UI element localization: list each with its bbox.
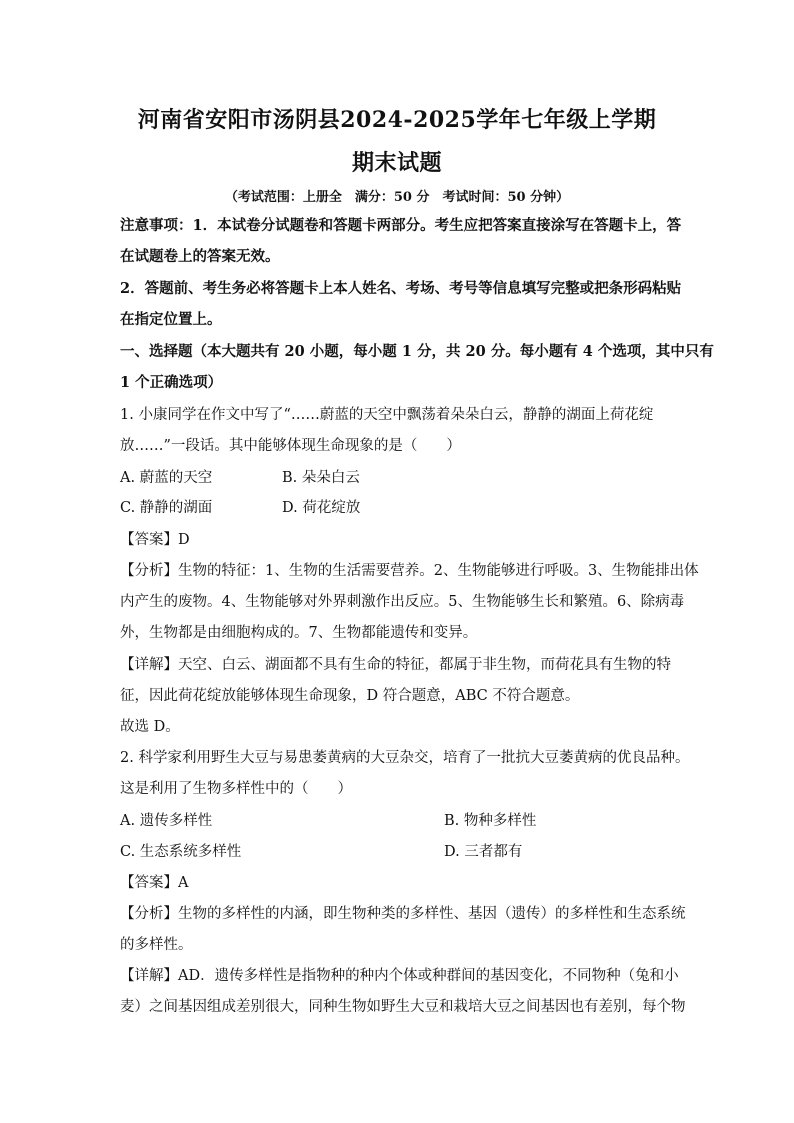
option-b: B. 物种多样性 — [444, 813, 537, 829]
option-b: B. 朵朵白云 — [282, 470, 360, 486]
section-heading: 1 个正确选项） — [120, 374, 223, 391]
option-c: C. 静静的湖面 — [120, 500, 213, 516]
detail-line: 【详解】AD．遗传多样性是指物种的种内个体或种群间的基因变化，不同物种（兔和小 — [120, 968, 679, 984]
detail-line: 【详解】天空、白云、湖面都不具有生命的特征，都属于非生物，而荷花具有生物的特 — [120, 657, 671, 673]
analysis-line: 的多样性。 — [120, 937, 193, 953]
detail-line: 征，因此荷花绽放能够体现生命现象，D 符合题意，ABC 不符合题意。 — [120, 688, 580, 704]
analysis-line: 【分析】生物的多样性的内涵，即生物种类的多样性、基因（遗传）的多样性和生态系统 — [120, 906, 686, 922]
question-stem: 这是利用了生物多样性中的（ ） — [120, 781, 352, 797]
notes-line: 2．答题前、考生务必将答题卡上本人姓名、考场、考号等信息填写完整或把条形码粘贴 — [120, 280, 682, 297]
exam-title: 河南省安阳市汤阴县2024-2025学年七年级上学期 — [137, 107, 657, 133]
answer: 【答案】D — [120, 532, 190, 548]
option-d: D. 荷花绽放 — [282, 500, 361, 516]
option-d: D. 三者都有 — [444, 844, 523, 860]
analysis-line: 【分析】生物的特征：1、生物的生活需要营养。2、生物能够进行呼吸。3、生物能排出体 — [120, 563, 699, 579]
section-heading: 一、选择题（本大题共有 20 小题，每小题 1 分，共 20 分。每小题有 4 个选项，其中只有 — [120, 343, 714, 360]
conclusion: 故选 D。 — [120, 719, 180, 735]
option-a: A. 遗传多样性 — [120, 813, 213, 829]
analysis-line: 内产生的废物。4、生物能够对外界刺激作出反应。5、生物能够生长和繁殖。6、除病毒 — [120, 594, 685, 610]
question-stem: 放……”一段话。其中能够体现生命现象的是（ ） — [120, 438, 461, 454]
exam-scope: （考试范围：上册全 满分：50 分 考试时间：50 分钟） — [224, 190, 570, 205]
question-stem: 1. 小康同学在作文中写了“……蔚蓝的天空中飘荡着朵朵白云，静静的湖面上荷花绽 — [120, 407, 654, 423]
option-c: C. 生态系统多样性 — [120, 844, 242, 860]
option-a: A. 蔚蓝的天空 — [120, 470, 213, 486]
notes-line: 在试题卷上的答案无效。 — [120, 248, 280, 265]
detail-line: 麦）之间基因组成差别很大，同种生物如野生大豆和栽培大豆之间基因也有差别，每个物 — [120, 999, 686, 1015]
answer: 【答案】A — [120, 875, 189, 891]
notes-line: 在指定位置上。 — [120, 311, 222, 328]
exam-subtitle: 期末试题 — [351, 150, 442, 176]
notes-line: 注意事项：1．本试卷分试题卷和答题卡两部分。考生应把答案直接涂写在答题卡上，答 — [120, 217, 682, 234]
question-stem: 2. 科学家利用野生大豆与易患萎黄病的大豆杂交，培育了一批抗大豆萎黄病的优良品种。 — [120, 750, 690, 766]
analysis-line: 外，生物都是由细胞构成的。7、生物都能遗传和变异。 — [120, 625, 478, 641]
